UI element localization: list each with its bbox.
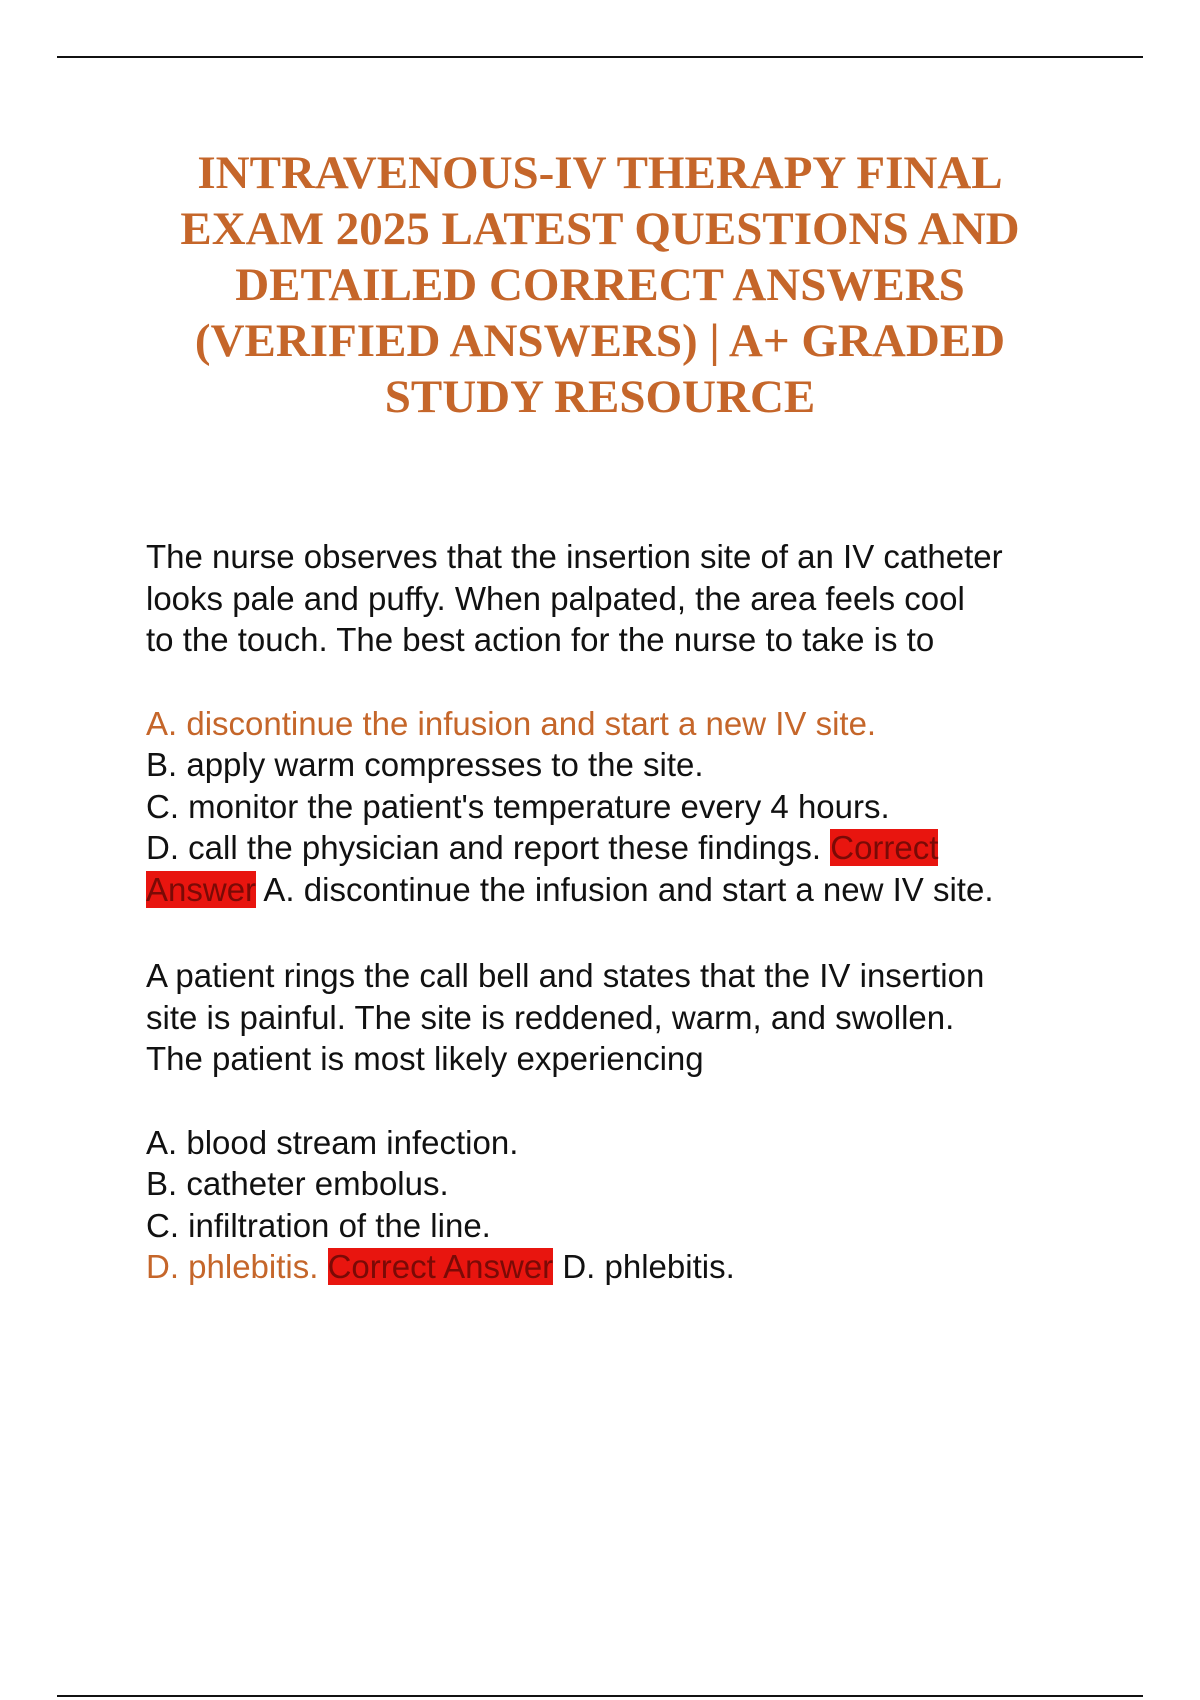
correct-answer-tag: Correct Answer	[327, 1248, 554, 1285]
title-line: DETAILED CORRECT ANSWERS	[235, 259, 965, 311]
answer-text: D. phlebitis.	[562, 1248, 735, 1285]
question-1-options	[146, 703, 1106, 911]
correct-answer-tag: Answer	[146, 870, 257, 908]
title-line: STUDY RESOURCE	[384, 371, 816, 423]
question-1-stem	[146, 536, 1106, 661]
stem-line: The patient is most likely experiencing	[146, 1040, 704, 1077]
option-a: A. blood stream infection.	[146, 1123, 519, 1161]
answer-text: A. discontinue the infusion and start a new IV site.	[263, 870, 994, 908]
stem-line: A patient rings the call bell and states that the IV insertion	[146, 957, 985, 994]
option-d: D. call the physician and report these findings.	[146, 829, 822, 866]
stem-line: site is painful. The site is reddened, warm, and swollen.	[146, 998, 955, 1036]
option-d-line	[146, 1246, 1106, 1288]
answer-line	[146, 869, 1106, 911]
question-1	[146, 536, 1106, 910]
option-c: C. infiltration of the line.	[146, 1206, 491, 1244]
question-2-stem	[146, 955, 1106, 1080]
top-rule	[57, 56, 1143, 58]
option-d-line	[146, 827, 1106, 869]
option-c: C. monitor the patient's temperature every 4 hours.	[146, 787, 890, 825]
correct-answer-tag: Correct	[830, 829, 939, 866]
option-a-correct: A. discontinue the infusion and start a new IV site.	[146, 704, 877, 742]
option-b: B. apply warm compresses to the site.	[146, 746, 704, 783]
bottom-rule	[57, 1695, 1143, 1697]
document-title	[120, 145, 1080, 425]
title-line: INTRAVENOUS-IV THERAPY FINAL	[197, 147, 1003, 199]
title-line: EXAM 2025 LATEST QUESTIONS AND	[180, 203, 1020, 255]
stem-line: looks pale and puffy. When palpated, the area feels cool	[146, 579, 965, 617]
stem-line: to the touch. The best action for the nurse to take is to	[146, 621, 935, 658]
title-line: (VERIFIED ANSWERS) | A+ GRADED	[194, 315, 1006, 367]
question-2-options	[146, 1122, 1106, 1288]
stem-line: The nurse observes that the insertion site of an IV catheter	[146, 538, 1003, 575]
question-2	[146, 955, 1106, 1288]
option-d-correct: D. phlebitis.	[146, 1248, 319, 1285]
option-b: B. catheter embolus.	[146, 1165, 449, 1202]
